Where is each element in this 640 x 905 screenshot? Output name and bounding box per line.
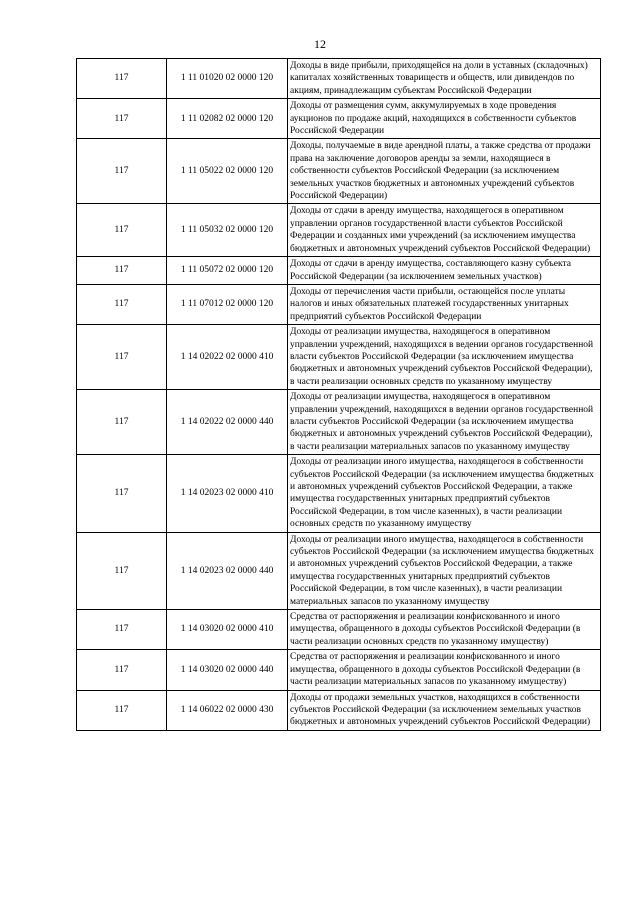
description-cell: Доходы от сдачи в аренду имущества, составляющего казну субъекта Российской Федерации (за исключением земельных участков) [288,257,601,285]
table-row [77,257,601,285]
table-row [77,325,601,390]
admin-code-cell: 117 [77,650,167,690]
page-number: 12 [314,37,326,51]
admin-code-cell: 117 [77,610,167,650]
admin-code-cell: 117 [77,690,167,730]
table-row [77,455,601,532]
description-cell: Средства от распоряжения и реализации конфискованного и иного имущества, обращенного в доходы субъектов Российской Федерации (в части реализации основных средств по указанному имуществу) [288,610,601,650]
description-cell: Доходы в виде прибыли, приходящейся на доли в уставных (складочных) капиталах хозяйственных товариществ и обществ, или дивидендов по акциям, принадлежащим субъектам Российской Федерации [288,59,601,99]
admin-code-cell: 117 [77,204,167,257]
budget-code-cell: 1 14 03020 02 0000 410 [167,610,288,650]
description-cell: Доходы от реализации имущества, находящегося в оперативном управлении учреждений, находящихся в ведении органов государственной власти субъектов Российской Федерации (за исключением имущества бюджетных и автономных учреждений субъектов Российской Федерации), в части реализации материальных запасов по указанному имуществу [288,390,601,455]
table-row [77,99,601,139]
budget-code-cell: 1 14 02022 02 0000 440 [167,390,288,455]
budget-code-cell: 1 11 01020 02 0000 120 [167,59,288,99]
budget-code-cell: 1 11 05022 02 0000 120 [167,139,288,204]
description-cell: Доходы от перечисления части прибыли, остающейся после уплаты налогов и иных обязательных платежей государственных унитарных предприятий субъектов Российской Федерации [288,284,601,324]
budget-code-cell: 1 11 02082 02 0000 120 [167,99,288,139]
budget-code-cell: 1 14 06022 02 0000 430 [167,690,288,730]
description-cell: Доходы от реализации имущества, находящегося в оперативном управлении учреждений, находящихся в ведении органов государственной власти субъектов Российской Федерации (за исключением имущества бюджетных и автономных учреждений субъектов Российской Федерации), в части реализации основных средств по указанному имуществу [288,325,601,390]
table-row [77,610,601,650]
budget-code-cell: 1 11 07012 02 0000 120 [167,284,288,324]
description-cell: Доходы от реализации иного имущества, находящегося в собственности субъектов Российской Федерации (за исключением имущества бюджетных и автономных учреждений субъектов Российской Федерации, а также имущества государственных унитарных предприятий субъектов Российской Федерации, в том числе казенных), в части реализации материальных запасов по указанному имуществу [288,532,601,609]
admin-code-cell: 117 [77,455,167,532]
table-row [77,690,601,730]
table-row [77,650,601,690]
admin-code-cell: 117 [77,284,167,324]
admin-code-cell: 117 [77,325,167,390]
revenue-codes-table [76,58,601,731]
table-row [77,532,601,609]
table-row [77,284,601,324]
admin-code-cell: 117 [77,59,167,99]
admin-code-cell: 117 [77,390,167,455]
budget-code-cell: 1 14 02022 02 0000 410 [167,325,288,390]
table-body [77,59,601,731]
description-cell: Доходы от сдачи в аренду имущества, находящегося в оперативном управлении органов государственной власти субъектов Российской Федерации и созданных ими учреждений (за исключением имущества бюджетных и автономных учреждений субъектов Российской Федерации) [288,204,601,257]
budget-code-cell: 1 11 05032 02 0000 120 [167,204,288,257]
admin-code-cell: 117 [77,139,167,204]
description-cell: Доходы, получаемые в виде арендной платы, а также средства от продажи права на заключение договоров аренды за земли, находящиеся в собственности субъектов Российской Федерации (за исключением земельных участков бюджетных и автономных учреждений субъектов Российской Федерации) [288,139,601,204]
description-cell: Доходы от продажи земельных участков, находящихся в собственности субъектов Российской Федерации (за исключением земельных участков бюджетных и автономных учреждений субъектов Российской Федерации) [288,690,601,730]
budget-code-cell: 1 11 05072 02 0000 120 [167,257,288,285]
table-row [77,59,601,99]
admin-code-cell: 117 [77,532,167,609]
budget-code-cell: 1 14 02023 02 0000 440 [167,532,288,609]
table-row [77,204,601,257]
table-row [77,139,601,204]
table-row [77,390,601,455]
description-cell: Доходы от реализации иного имущества, находящегося в собственности субъектов Российской Федерации (за исключением имущества бюджетных и автономных учреждений субъектов Российской Федерации, а также имущества государственных унитарных предприятий субъектов Российской Федерации, в том числе казенных), в части реализации основных средств по указанному имуществу [288,455,601,532]
budget-code-cell: 1 14 03020 02 0000 440 [167,650,288,690]
description-cell: Доходы от размещения сумм, аккумулируемых в ходе проведения аукционов по продаже акций, находящихся в собственности субъектов Российской Федерации [288,99,601,139]
admin-code-cell: 117 [77,257,167,285]
admin-code-cell: 117 [77,99,167,139]
description-cell: Средства от распоряжения и реализации конфискованного и иного имущества, обращенного в доходы субъектов Российской Федерации (в части реализации материальных запасов по указанному имуществу) [288,650,601,690]
budget-code-cell: 1 14 02023 02 0000 410 [167,455,288,532]
